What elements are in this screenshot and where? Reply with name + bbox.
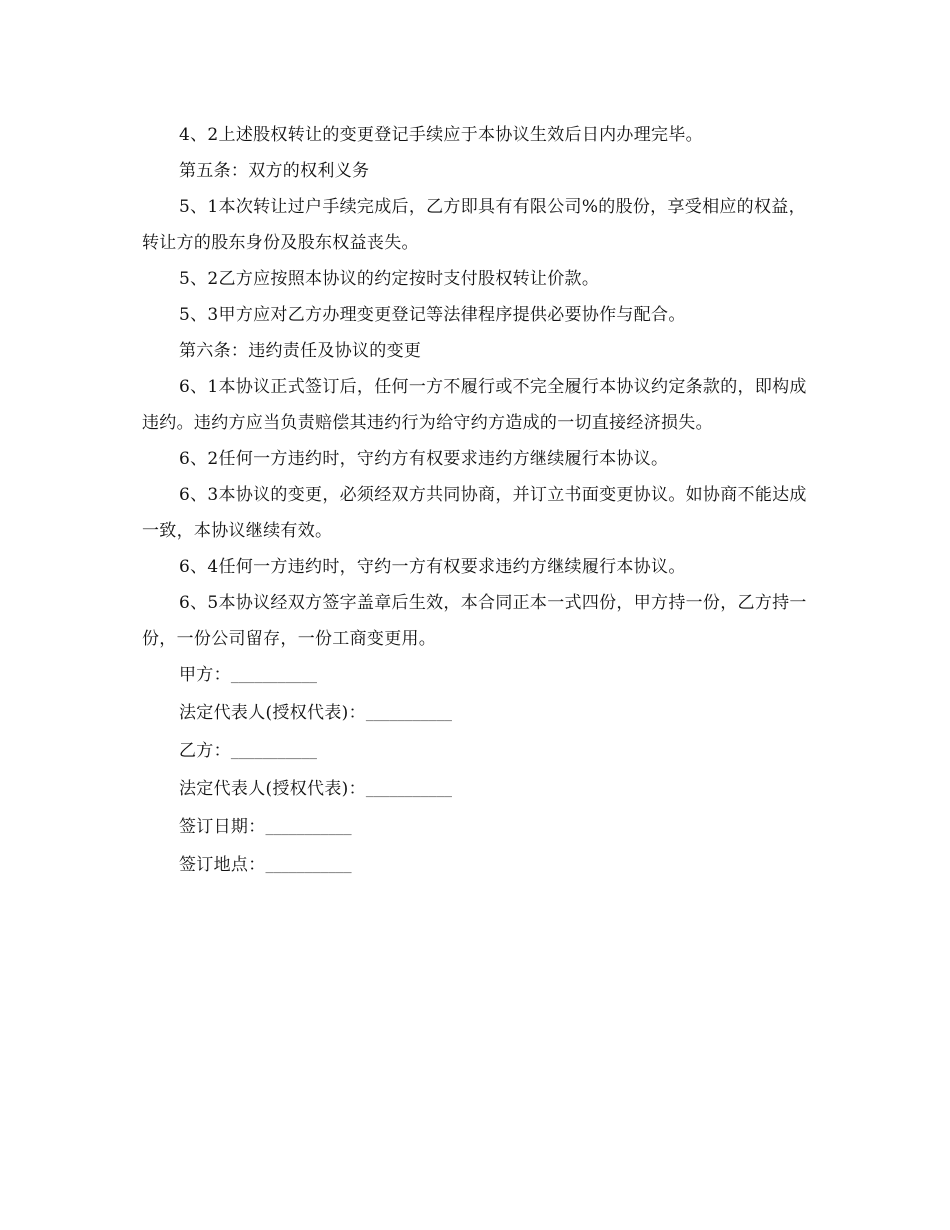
party-b-signature bbox=[142, 733, 812, 771]
signing-date bbox=[142, 809, 812, 847]
document-body bbox=[142, 117, 812, 885]
clause-6-2: 6、2任何一方违约时，守约方有权要求违约方继续履行本协议。 bbox=[179, 449, 669, 469]
clause-6-3: 6、3本协议的变更，必须经双方共同协商，并订立书面变更协议。如协商不能达成一致，本协议继续有效。 bbox=[142, 485, 807, 541]
signing-place bbox=[142, 847, 812, 885]
party-b-label: 乙方： bbox=[179, 741, 231, 761]
party-b-rep-label: 法定代表人(授权代表)： bbox=[179, 779, 366, 799]
article-6-title: 第六条：违约责任及协议的变更 bbox=[179, 341, 422, 361]
signing-place-label: 签订地点： bbox=[179, 855, 266, 875]
party-a-rep-signature bbox=[142, 695, 812, 733]
party-a-rep-label: 法定代表人(授权代表)： bbox=[179, 703, 366, 723]
signing-date-blank: ___________ bbox=[265, 821, 352, 836]
clause-6-4: 6、4任何一方违约时，守约一方有权要求违约方继续履行本协议。 bbox=[179, 557, 686, 577]
clause-5-2: 5、2乙方应按照本协议的约定按时支付股权转让价款。 bbox=[179, 269, 600, 289]
clause-6-5: 6、5本协议经双方签字盖章后生效，本合同正本一式四份，甲方持一份，乙方持一份，一份公司留存，一份工商变更用。 bbox=[142, 593, 807, 649]
clause-5-1: 5、1本次转让过户手续完成后，乙方即具有有限公司%的股份，享受相应的权益，转让方的股东身份及股东权益丧失。 bbox=[142, 197, 806, 253]
party-b-rep-blank: ___________ bbox=[365, 783, 452, 798]
clause-6-1: 6、1本协议正式签订后，任何一方不履行或不完全履行本协议约定条款的，即构成违约。违约方应当负责赔偿其违约行为给守约方造成的一切直接经济损失。 bbox=[142, 377, 807, 433]
article-5-title: 第五条：双方的权利义务 bbox=[179, 161, 370, 181]
clause-4-2: 4、2上述股权转让的变更登记手续应于本协议生效后日内办理完毕。 bbox=[179, 125, 703, 145]
signing-place-blank: ___________ bbox=[265, 859, 352, 874]
party-a-signature bbox=[142, 657, 812, 695]
party-b-rep-signature bbox=[142, 771, 812, 809]
party-b-blank: ___________ bbox=[230, 745, 317, 760]
party-a-blank: ___________ bbox=[230, 669, 317, 684]
clause-5-3: 5、3甲方应对乙方办理变更登记等法律程序提供必要协作与配合。 bbox=[179, 305, 686, 325]
party-a-label: 甲方： bbox=[179, 665, 231, 685]
party-a-rep-blank: ___________ bbox=[365, 707, 452, 722]
signing-date-label: 签订日期： bbox=[179, 817, 266, 837]
